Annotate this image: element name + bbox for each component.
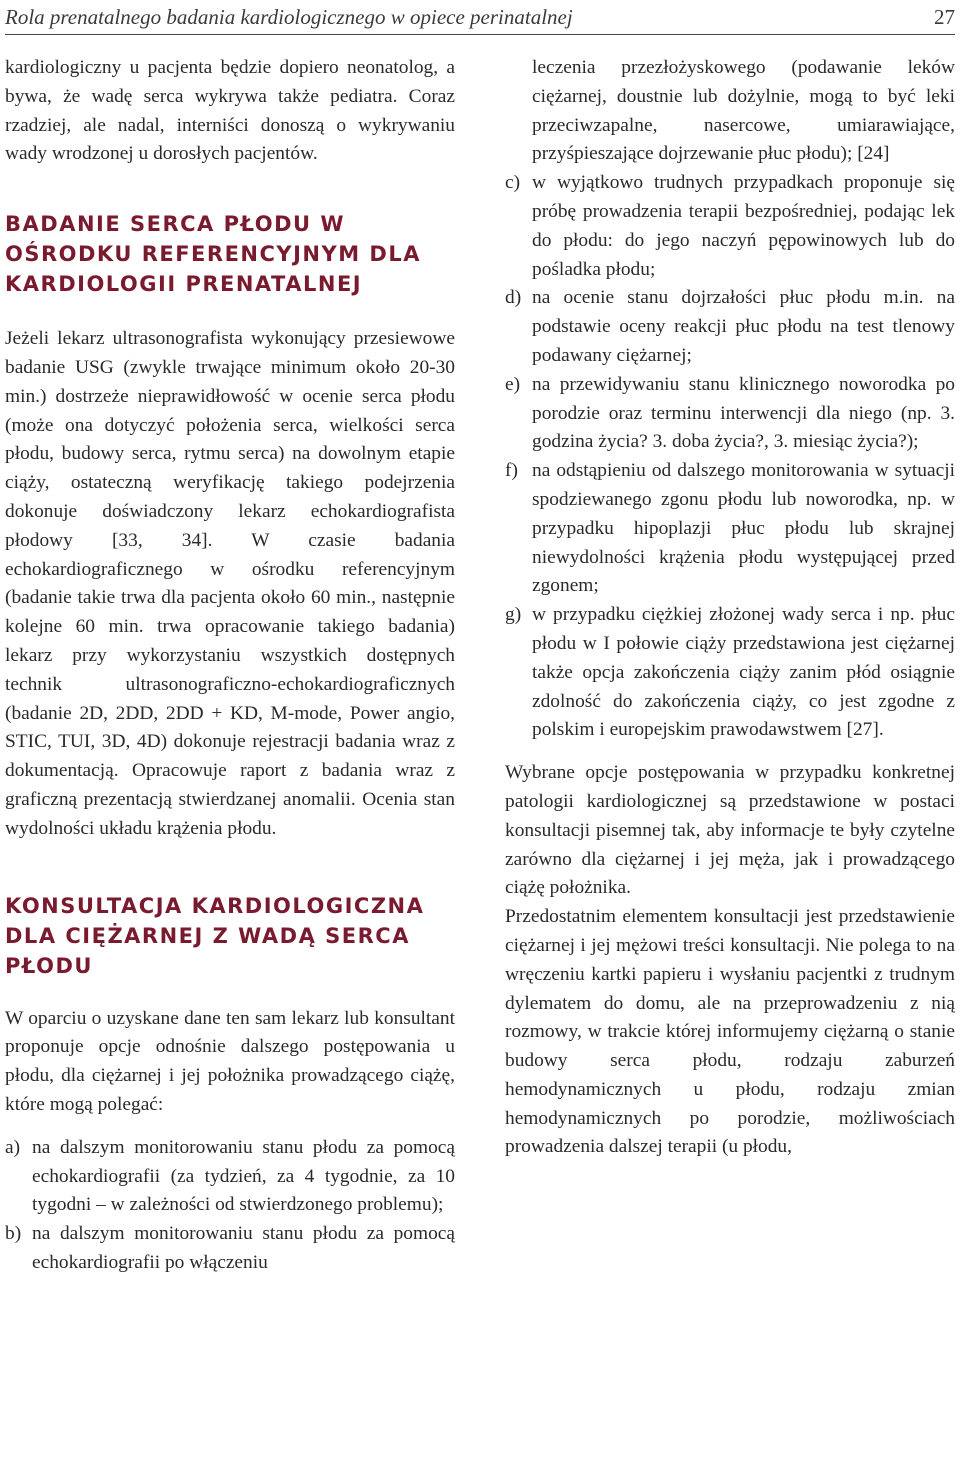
list-item [505,284,955,370]
list-item [505,457,955,601]
written-consultation-paragraph: Wybrane opcje postępowania w przypadku konkretnej patologii kardiologicznej są przedstawione w postaci konsultacji pisemnej tak, aby informacje te były czytelne zarówno dla ciężarnej i jej męża, jak i prowadzącego ciążę położnika. [505,762,955,899]
left-column [5,54,455,1278]
running-header [5,0,955,35]
list-item-text: na dalszym monitorowaniu stanu płodu za pomocą echokardiografii (za tydzień, za 4 tygodnie, za 10 tygodni – w zależności od stwierdzonego problemu); [32,1136,455,1216]
options-list-left [5,1134,455,1278]
list-item [505,601,955,745]
list-item [5,1220,455,1278]
options-list-right [505,54,955,745]
list-item-text: w przypadku ciężkiej złożonej wady serca i np. płuc płodu w I połowie ciąży przedstawiona jest ciężarnej także opcja zakończenia ciąży zanim płód osiągnie zdolność do zakończenia ciąży, co jest zgodne z polskim i europejskim prawodawstwem [27]. [532,604,955,741]
section-heading-consultation: KONSULTACJA KARDIOLOGICZNA DLA CIĘŻARNEJ Z WADĄ SERCA PŁODU [5,893,425,978]
list-item-label: e) [505,373,521,395]
page-number: 27 [934,4,955,29]
list-item-label: g) [505,604,522,626]
discussion-paragraph: Przedostatnim elementem konsultacji jest przedstawienie ciężarnej i jej mężowi treści konsultacji. Nie polega to na wręczeniu kartki papieru i wysłaniu pacjentki z trudnym dylematem do domu, ale na przeprowadzeniu z nią rozmowy, w trakcie której informujemy ciężarną o stanie budowy serca płodu, rodzaju zaburzeń hemodynamicznych u płodu, rodzaju zmian hemodynamicznych po porodzie, możliwościach prowadzenia dalszej terapii (u płodu, [505,906,955,1158]
list-item-label: f) [505,460,518,482]
consultation-paragraph: W oparciu o uzyskane dane ten sam lekarz lub konsultant proponuje opcje odnośnie dalszego postępowania u płodu, dla ciężarnej i jej położnika prowadzącego ciążę, które mogą polegać: [5,1007,455,1115]
section-heading-referral-center: BADANIE SERCA PŁODU W OŚRODKU REFERENCYJNYM DLA KARDIOLOGII PRENATALNEJ [5,212,421,297]
referral-center-paragraph: Jeżeli lekarz ultrasonografista wykonujący przesiewowe badanie USG (zwykle trwające minimum około 20-30 min.) dostrzeże nieprawidłowość w ocenie serca płodu (może ona dotyczyć położenia serca, wielkości serca płodu, budowy serca, rytmu serca) na dowolnym etapie ciąży, ostateczną weryfikację takiego podejrzenia dokonuje doświadczony lekarz echokardiografista płodowy [33, 34]. W czasie badania echokardiograficznego w ośrodku referencyjnym (badanie takie trwa dla pacjenta około 60 min., następnie kolejne 60 min. trwa opracowanie takiego badania) lekarz przy wykorzystaniu wszystkich dostępnych technik ultrasonograficzno-echokardiograficznych (badanie 2D, 2DD, 2DD + KD, M-mode, Power angio, STIC, TUI, 3D, 4D) dokonuje rejestracji badania wraz z dokumentacją. Opracowuje raport z badania wraz z graficzną prezentacją stwierdzanej anomalii. Ocenia stan wydolności układu krążenia płodu. [5,328,455,839]
running-title: Rola prenatalnego badania kardiologicznego w opiece perinatalnej [5,4,573,29]
right-column [505,54,955,1162]
list-item [505,371,955,457]
intro-paragraph: kardiologiczny u pacjenta będzie dopiero neonatolog, a bywa, że wadę serca wykrywa także pediatra. Coraz rzadziej, ale nadal, interniści donoszą o wykrywaniu wady wrodzonej u dorosłych pacjentów. [5,57,455,165]
list-item [5,1134,455,1220]
list-item-text: na dalszym monitorowaniu stanu płodu za pomocą echokardiografii po włączeniu [32,1223,455,1273]
list-item [505,169,955,284]
list-item-label: a) [5,1136,21,1158]
list-item-text: na ocenie stanu dojrzałości płuc płodu m.in. na podstawie oceny reakcji płuc płodu na test tlenowy podawany ciężarnej; [532,287,955,366]
list-item-label: d) [505,287,522,309]
list-item-text: na odstąpieniu od dalszego monitorowania w sytuacji spodziewanego zgonu płodu lub noworodka, np. w przypadku hipoplazji płuc płodu lub skrajnej niewydolności krążenia płodu występującej przed zgonem; [532,460,955,597]
list-item-continuation [505,54,955,169]
list-item-text: w wyjątkowo trudnych przypadkach proponuje się próbę prowadzenia terapii bezpośredniej, podając lek do płodu: do jego naczyń pępowinowych lub do pośladka płodu; [532,172,955,280]
list-item-text: na przewidywaniu stanu klinicznego noworodka po porodzie oraz terminu interwencji dla niego (np. 3. godzina życia? 3. doba życia?, 3. miesiąc życia?); [532,373,955,453]
list-item-label: c) [505,172,521,194]
list-item-text: leczenia przezłożyskowego (podawanie leków ciężarnej, doustnie lub dożylnie, mogą to być leki przeciwzapalne, nasercowe, umiarawiające, przyśpieszające dojrzewanie płuc płodu); [24] [532,57,955,165]
list-item-label: b) [5,1223,22,1245]
